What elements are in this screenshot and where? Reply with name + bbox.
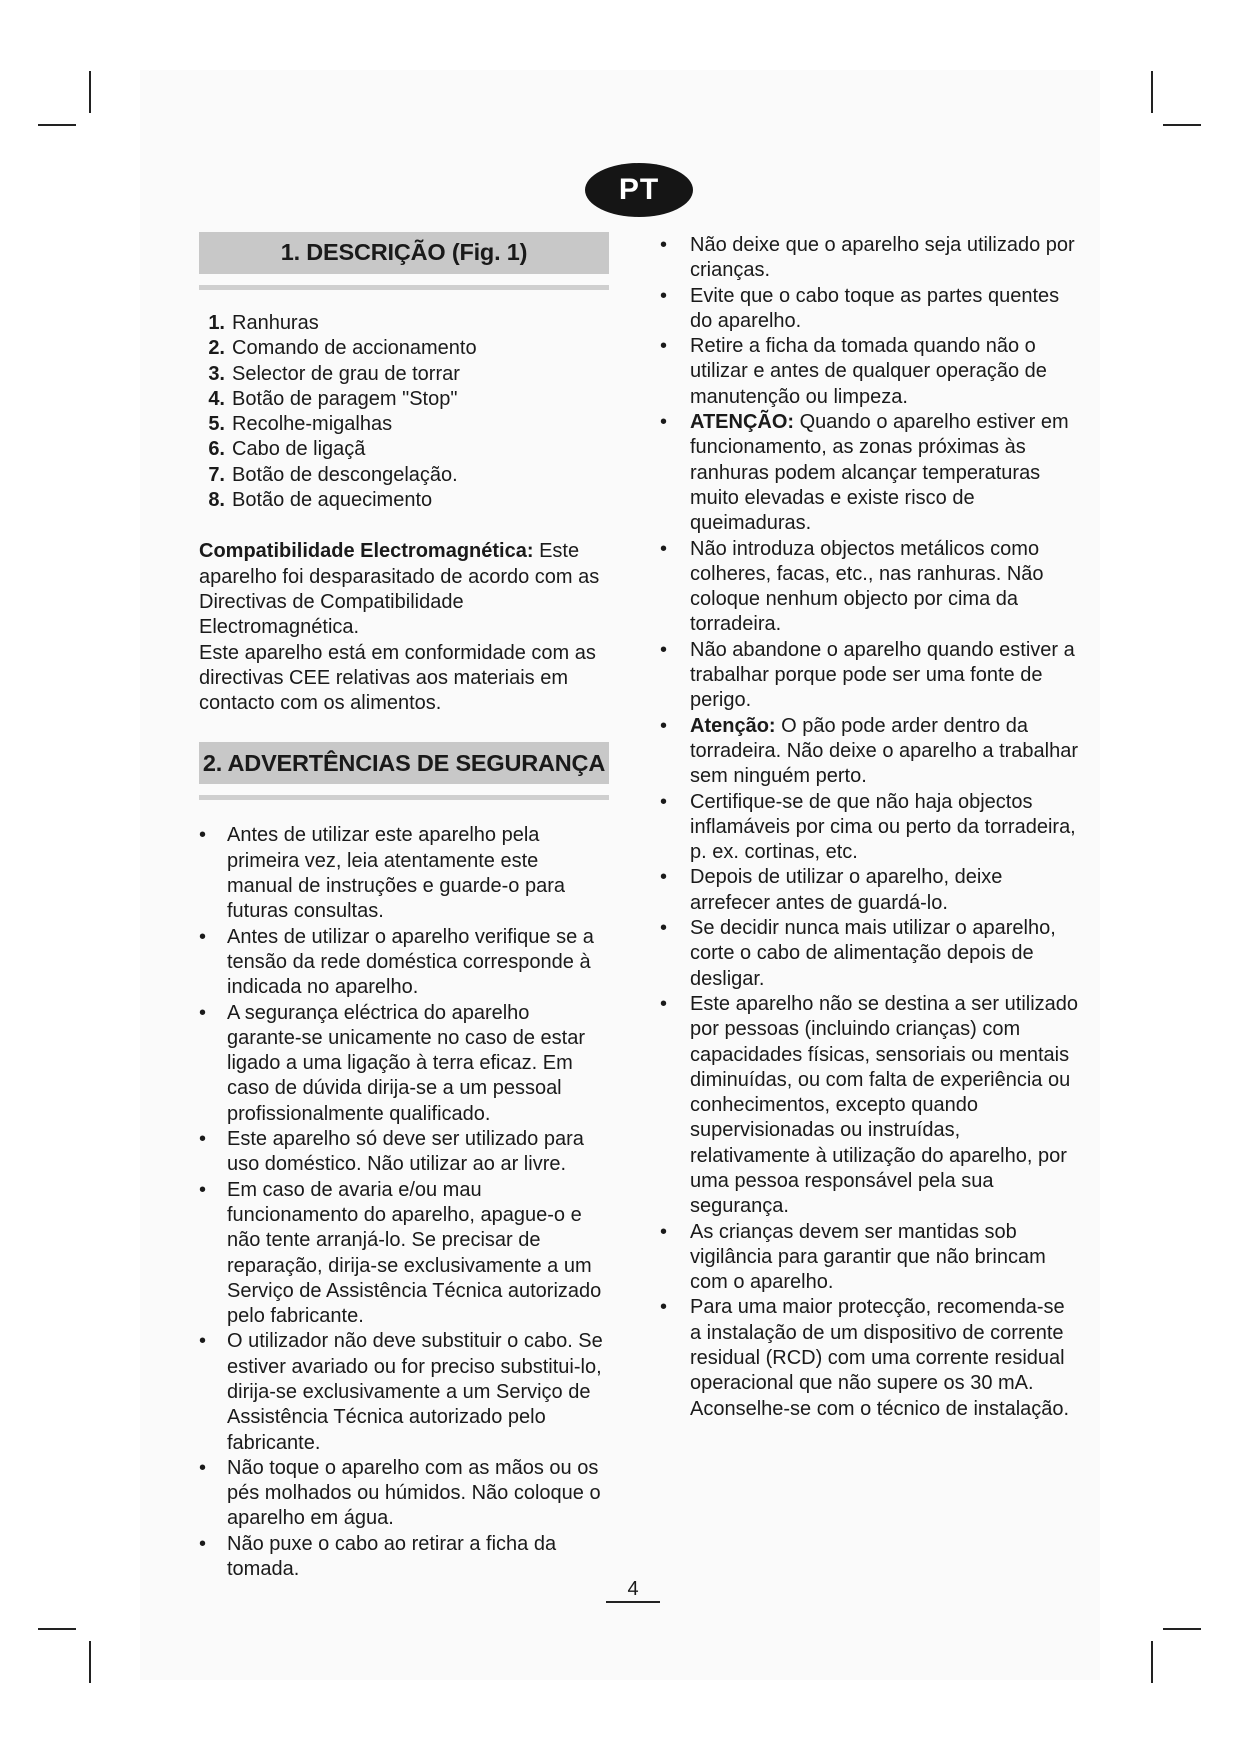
list-item: • Antes de utilizar este aparelho pela primeira vez, leia atentamente este manual de instruções e guarde-o para futuras consultas. bbox=[199, 823, 609, 924]
list-item: 4. Botão de paragem "Stop" bbox=[208, 387, 458, 410]
warning-label: ATENÇÃO: bbox=[690, 411, 795, 434]
list-item: • Se decidir nunca mais utilizar o aparelho, corte o cabo de alimentação depois de desligar. bbox=[660, 916, 1080, 992]
list-item: 8. Botão de aquecimento bbox=[208, 489, 433, 512]
safety-list-left bbox=[199, 823, 609, 1582]
list-item: • Antes de utilizar o aparelho verifique se a tensão da rede doméstica corresponde à indicada no aparelho. bbox=[199, 925, 609, 1001]
list-item: 1. Ranhuras bbox=[208, 312, 319, 334]
section-2-title: 2. ADVERTÊNCIAS DE SEGURANÇA bbox=[199, 742, 609, 784]
list-item: • Não introduza objectos metálicos como colheres, facas, etc., nas ranhuras. Não coloque nenhum objecto por cima da torradeira. bbox=[660, 537, 1080, 638]
list-item: 5. Recolhe-migalhas bbox=[208, 413, 393, 436]
crop-mark bbox=[1163, 1628, 1201, 1630]
list-item: • ATENÇÃO: Quando o aparelho estiver em funcionamento, as zonas próximas às ranhuras podem alcançar temperaturas muito elevadas e existe risco de queimaduras. bbox=[660, 410, 1080, 536]
list-item: • Não abandone o aparelho quando estiver a trabalhar porque pode ser uma fonte de perigo. bbox=[660, 638, 1080, 714]
emc-text: Este aparelho foi desparasitado de acordo com as Directivas de Compatibilidade Electromagnética. bbox=[199, 540, 600, 639]
crop-mark bbox=[1163, 124, 1201, 126]
section-1-title: 1. DESCRIÇÃO (Fig. 1) bbox=[199, 232, 609, 274]
list-item: • Depois de utilizar o aparelho, deixe arrefecer antes de guardá-lo. bbox=[660, 865, 1080, 916]
list-item: • Retire a ficha da tomada quando não o utilizar e antes de qualquer operação de manutenção ou limpeza. bbox=[660, 334, 1080, 410]
emc-label: Compatibilidade Electromagnética: bbox=[199, 540, 534, 563]
cee-paragraph: Este aparelho está em conformidade com as directivas CEE relativas aos materiais em contacto com os alimentos. bbox=[199, 641, 596, 715]
list-item: • O utilizador não deve substituir o cabo. Se estiver avariado ou for preciso substitui-lo, dirija-se exclusivamente a um Serviço de Assistência Técnica autorizado pelo fabricante. bbox=[199, 1329, 609, 1455]
crop-mark bbox=[38, 124, 76, 126]
crop-mark bbox=[89, 1641, 91, 1683]
list-item: • Evite que o cabo toque as partes quentes do aparelho. bbox=[660, 284, 1080, 335]
crop-mark bbox=[38, 1628, 76, 1630]
list-item: • Não toque o aparelho com as mãos ou os pés molhados ou húmidos. Não coloque o aparelho em água. bbox=[199, 1456, 609, 1532]
section-divider bbox=[199, 285, 609, 290]
right-column bbox=[660, 233, 1080, 1422]
language-badge: PT bbox=[585, 163, 693, 217]
list-item: • Em caso de avaria e/ou mau funcionamento do aparelho, apague-o e não tente arranjá-lo. Se precisar de reparação, dirija-se exclusivamente a um Serviço de Assistência Técnica autorizado pelo fabricante. bbox=[199, 1178, 609, 1330]
crop-mark bbox=[1151, 71, 1153, 113]
list-item: • Para uma maior protecção, recomenda-se a instalação de um dispositivo de corrente residual (RCD) com uma corrente residual operacional que não supere os 30 mA. Aconselhe-se com o técnico de instalação. bbox=[660, 1295, 1080, 1421]
list-item: • A segurança eléctrica do aparelho garante-se unicamente no caso de estar ligado a uma ligação à terra eficaz. Em caso de dúvida dirija-se a um pessoal profissionalmente qualificado. bbox=[199, 1001, 609, 1127]
crop-mark bbox=[1151, 1641, 1153, 1683]
list-item: • Atenção: O pão pode arder dentro da torradeira. Não deixe o aparelho a trabalhar sem ninguém perto. bbox=[660, 714, 1080, 790]
list-item: 6. Cabo de ligaçã bbox=[208, 438, 366, 461]
safety-list-right bbox=[660, 233, 1080, 1422]
list-item: • Não deixe que o aparelho seja utilizado por crianças. bbox=[660, 233, 1080, 284]
emc-paragraph bbox=[199, 539, 609, 640]
list-item: 3. Selector de grau de torrar bbox=[208, 362, 460, 385]
list-item: • Este aparelho não se destina a ser utilizado por pessoas (incluindo crianças) com capacidades físicas, sensoriais ou mentais diminuídas, ou com falta de experiência ou conhecimentos, excepto quando supervisionadas ou instruídas, relativamente à utilização do aparelho, por uma pessoa responsável pela sua segurança. bbox=[660, 992, 1080, 1220]
list-item: • Não puxe o cabo ao retirar a ficha da tomada. bbox=[199, 1532, 609, 1583]
section-divider bbox=[199, 795, 609, 800]
list-item: • Certifique-se de que não haja objectos inflamáveis por cima ou perto da torradeira, p. ex. cortinas, etc. bbox=[660, 790, 1080, 866]
page-number: 4 bbox=[606, 1577, 660, 1603]
list-item: 2. Comando de accionamento bbox=[208, 337, 477, 360]
list-item: 7. Botão de descongelação. bbox=[208, 463, 458, 486]
parts-list bbox=[199, 311, 609, 513]
crop-mark bbox=[89, 71, 91, 113]
list-item: • Este aparelho só deve ser utilizado para uso doméstico. Não utilizar ao ar livre. bbox=[199, 1127, 609, 1178]
warning-label: Atenção: bbox=[690, 714, 776, 737]
left-column bbox=[199, 232, 609, 1582]
list-item: • As crianças devem ser mantidas sob vigilância para garantir que não brincam com o aparelho. bbox=[660, 1220, 1080, 1296]
